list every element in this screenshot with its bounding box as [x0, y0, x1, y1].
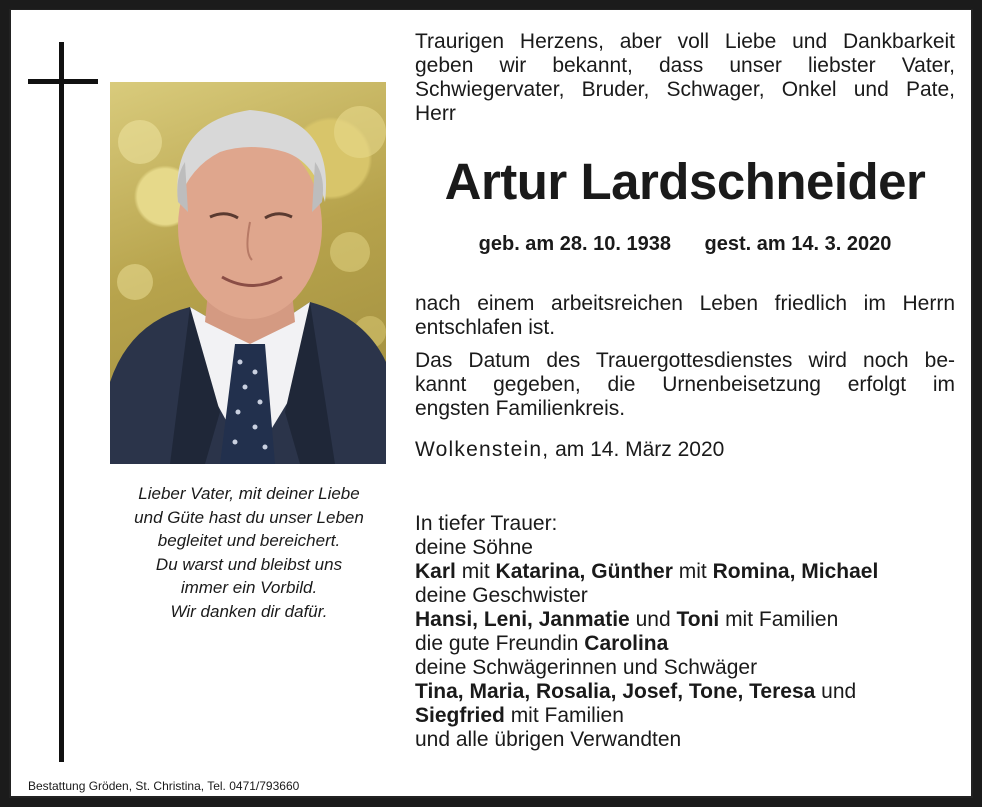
cross-icon-horizontal [28, 79, 98, 84]
mourners-list [415, 512, 878, 752]
passing-text [415, 292, 955, 340]
portrait-illustration [110, 82, 386, 464]
family-names: Romina, Michael [712, 560, 879, 583]
intro-line: geben wir bekannt, dass unser liebster Vater, [415, 54, 955, 77]
son-name: Karl [415, 560, 456, 583]
sons-label: deine Söhne [415, 536, 533, 559]
quote-line: Du warst und bleibst uns [155, 554, 343, 574]
sibling-name: Toni [676, 608, 720, 631]
siegfried-line [415, 704, 878, 728]
family-names: Katarina, Günther [495, 560, 673, 583]
intro-line: Traurigen Herzens, aber voll Liebe und Dankbarkeit [415, 30, 955, 53]
quote-line: Lieber Vater, mit deiner Liebe [138, 484, 360, 503]
connector-text: mit [455, 560, 496, 583]
connector-text: und [815, 680, 857, 703]
place-name: Wolkenstein, [415, 438, 550, 461]
siblings-names [415, 608, 878, 632]
service-line: engsten Familienkreis. [415, 397, 626, 420]
inlaw-names: Tina, Maria, Rosalia, Josef, Tone, Teresa [415, 680, 816, 703]
funeral-home-footer: Bestattung Gröden, St. Christina, Tel. 0471/793660 [28, 779, 300, 793]
life-dates [415, 233, 955, 256]
service-line: kannt gegeben, die Urnenbeisetzung erfolgt im [415, 373, 955, 396]
cross-icon-vertical [59, 42, 64, 762]
siblings-label: deine Geschwister [415, 584, 588, 607]
inlaw-name: Siegfried [415, 704, 505, 727]
passing-line: nach einem arbeitsreichen Leben friedlich im Herrn [415, 292, 955, 315]
friend-name: Carolina [584, 632, 669, 655]
friend-line [415, 632, 878, 656]
intro-line: Herr [415, 102, 456, 125]
intro-text [415, 30, 955, 126]
death-date: gest. am 14. 3. 2020 [704, 233, 892, 255]
connector-text: mit Familien [719, 608, 839, 631]
memorial-quote [96, 482, 402, 623]
inlaws-names [415, 680, 878, 704]
sons-names [415, 560, 878, 584]
passing-line: entschlafen ist. [415, 316, 556, 339]
connector-text: mit Familien [504, 704, 624, 727]
service-text [415, 349, 955, 421]
connector-text: und [629, 608, 677, 631]
deceased-name: Artur Lardschneider [444, 153, 926, 210]
sibling-names: Hansi, Leni, Janmatie [415, 608, 630, 631]
quote-line: immer ein Vorbild. [180, 578, 318, 597]
mourners-heading: In tiefer Trauer: [415, 512, 558, 535]
inlaws-label: deine Schwägerinnen und Schwäger [415, 656, 758, 679]
announcement-date: am 14. März 2020 [555, 438, 725, 461]
connector-text: mit [672, 560, 713, 583]
other-relatives: und alle übrigen Verwandten [415, 728, 682, 751]
portrait-photo [110, 82, 386, 464]
place-and-date [415, 438, 724, 462]
birth-date: geb. am 28. 10. 1938 [478, 233, 671, 255]
friend-label: die gute Freundin [415, 632, 585, 655]
service-line: Das Datum des Trauergottesdienstes wird noch be- [415, 349, 955, 372]
quote-line: Wir danken dir dafür. [170, 601, 328, 621]
quote-line: begleitet und bereichert. [157, 531, 341, 550]
intro-line: Schwiegervater, Bruder, Schwager, Onkel und Pate, [415, 78, 955, 101]
quote-line: und Güte hast du unser Leben [134, 507, 364, 527]
